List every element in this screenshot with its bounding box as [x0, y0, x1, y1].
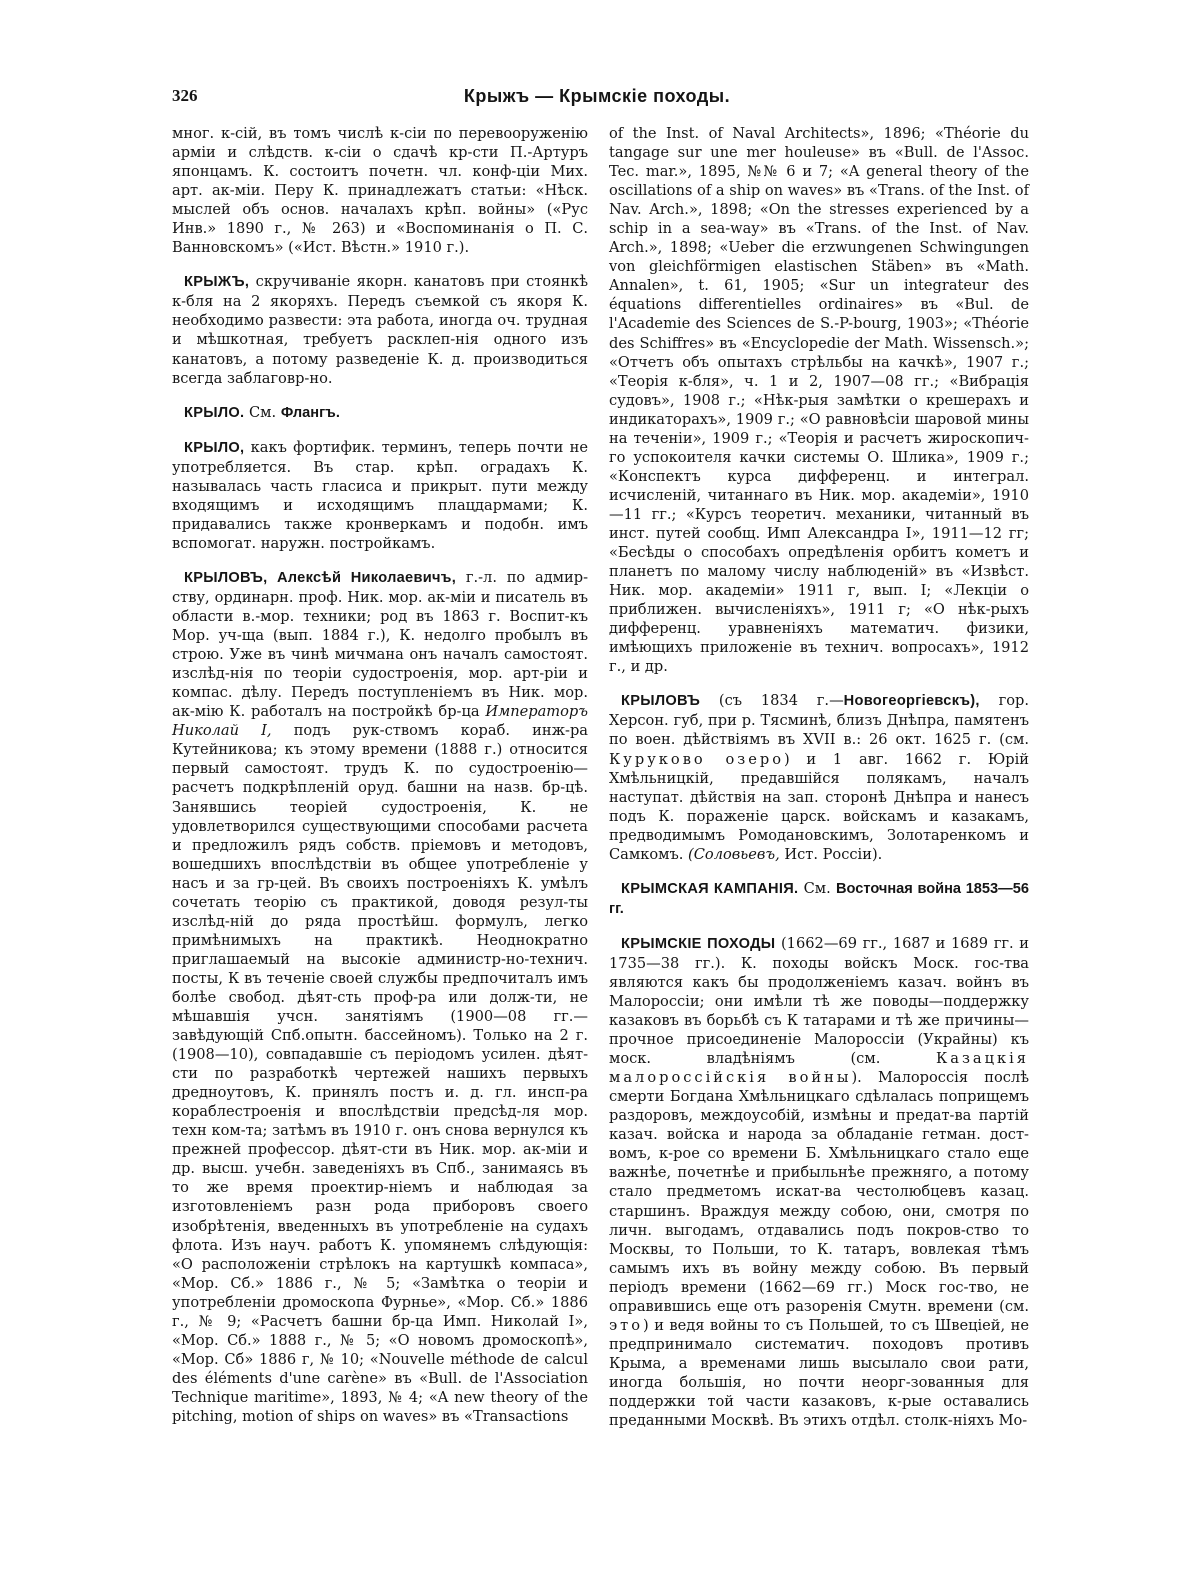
entry-krylo-see: [172, 403, 588, 423]
spaced-reference: Куруково озеро: [609, 750, 784, 768]
entry-text: (съ 1834 г.—: [700, 692, 844, 710]
continuation-paragraph: of the Inst. of Naval Architects», 1896; «Théorie du tangage sur une mer houleuse» въ «Bull. de l'Assoc. Tec. mar.», 1895, №№ 6 и 7; «A general theory of the oscillations of a ship on waves» въ «Trans. of the Inst. of Nav. Arch.», 1898; «On the stresses experienced by a schip in a sea-way» въ «Trans. of the Inst. of Nav. Arch.», 1898; «Ueber die erzwungenen Schwingungen von gleichförmigen elastischen Stäben» въ «Math. Annalen», t. 61, 1905; «Sur un integrateur des équations differentielles ordinaires» въ «Bul. de l'Academie des Sciences de S.-P-bourg, 1903»; «Théorie des Schiffres» въ «Encyclopedie der Math. Wissensch.»; «Отчетъ объ опытахъ стрѣльбы на качкѣ», 1907 г.; «Теорія к-бля», ч. 1 и 2, 1907—08 гг.; «Вибрація судовъ», 1908 г.; «Нѣк-рыя замѣтки о крешерахъ и индикаторахъ», 1909 г.; «О равновѣсіи шаровой мины на теченіи», 1909 г.; «Теорія и расчетъ жироскопич-го успокоителя качки системы О. Шлика», 1909 г.; «Конспектъ курса дифференц. и интеграл. исчисленій, читаннаго въ Ник. мор. академіи», 1910—11 гг.; «Курсъ теоретич. механики, читанный въ инст. путей сообщ. Имп Александра I», 1911—12 гг; «Бесѣды о способахъ опредѣленія орбитъ кометъ и планетъ по малому числу наблюденій» въ «Извѣст. Ник. мор. академіи» 1911 г, вып. I; «Лекціи о приближен. вычисленіяхъ», 1911 г; «О нѣк-рыхъ дифференц. уравненіяхъ математич. физики, имѣющихъ приложеніе въ технич. вопросахъ», 1912 г., и др.: [609, 125, 1029, 676]
entry-crimean-campaign: [609, 879, 1029, 919]
entry-text: ) и ведя войны то съ Польшей, то съ Швеціей, не предпринимало систематич. походовъ противъ Крыма, а временами лишь высылало свои рати, иногда большія, но почти неорг-зованныя для поддержки той части казаковъ, к-рые оставались преданными Москвѣ. Въ этихъ отдѣл. столк-ніяхъ Мо-: [609, 1316, 1029, 1430]
source-author: (Соловьевъ,: [688, 845, 780, 863]
cross-reference: Восточная война 1853—56 гг.: [609, 880, 1029, 917]
entry-headword: КРЫМСКІЕ ПОХОДЫ: [621, 935, 776, 952]
entry-krylo-fort: [172, 438, 588, 553]
page-number: 326: [172, 86, 198, 105]
page-header: [172, 86, 1022, 120]
entry-text: скручиваніе якорн. канатовъ при стоянкѣ к-бля на 2 якоряхъ. Передъ съемкой съ якоря К. необходимо развести: эта работа, иногда оч. трудная и мѣшкотная, требуетъ расклеп-нія одного изъ канатовъ, а потому разведеніе К. д. производиться всегда заблаговр-но.: [172, 273, 588, 387]
entry-crimean-marches: [609, 934, 1029, 1430]
right-column: [609, 124, 1029, 1430]
entry-text: ). Малороссія послѣ смерти Богдана Хмѣльницкаго сдѣлалась поприщемъ раздоровъ, междоусобій, измѣны и предат-ва партій казач. войска и народа за обладаніе гетман. дост-вомъ, к-рое со времени Б. Хмѣльницкаго стало еще важнѣе, почетнѣе и прибыльнѣе прежняго, а потому стало предметомъ искат-ва честолюбцевъ казац. старшинъ. Враждуя между собою, они, смотря по личн. выгодамъ, отдавались подъ покров-ство то Москвы, то Польши, то К. татаръ, вовлекая тѣмъ самымъ ихъ въ войну между собою. Въ первый періодъ времени (1662—69 гг.) Моск гос-тво, не оправившись еще отъ разоренія Смутн. времени (см.: [609, 1069, 1030, 1315]
entry-text: гор. Херсон. губ, при р. Тясминѣ, близъ Днѣпра, памятенъ по воен. дѣйствіямъ въ XVII в.: 26 окт. 1625 г. (см.: [609, 692, 1029, 749]
entry-headword: КРЫЛОВЪ, Алексѣй Николаевичъ,: [184, 569, 457, 586]
running-title: Крыжъ — Крымскіе походы.: [463, 86, 731, 106]
entry-text: Ист. Россіи).: [779, 845, 883, 863]
entry-headword-alt: Новогеоргіевскъ),: [843, 693, 980, 710]
entry-headword: КРЫМСКАЯ КАМПАНІЯ.: [621, 880, 799, 897]
entry-text: подъ рук-ствомъ кораб. инж-ра Кутейникова; къ этому времени (1888 г.) относится первый самостоят. трудъ К. по судостроенію—расчетъ подкрѣпленій оруд. башни на назв. бр-цѣ. Занявшись теоріей судостроенія, К. не удовлетворился существующими способами расчета и предложилъ рядъ собств. пріемовъ и методовъ, вошедшихъ впослѣдствіи въ общее употребленіе у насъ и за гр-цей. Въ своихъ построеніяхъ К. умѣлъ сочетать теорію съ практикой, доводя резул-ты изслѣд-ній до ряда простѣйш. формулъ, легко примѣнимыхъ на практикѣ. Неоднократно приглашаемый на высокіе администр-но-технич. посты, К въ теченіе своей службы предпочиталъ имъ болѣе свобод. дѣят-сть проф-ра или долж-ти, не мѣшавшія учсн. занятіямъ (1900—08 гг.—завѣдующій Спб.опытн. бассейномъ). Только на 2 г. (1908—10), совпадавшіе съ періодомъ усилен. дѣят-сти по разработкѣ чертежей нашихъ первыхъ дредноутовъ, К. принялъ постъ и. д. гл. инсп-ра кораблестроенія и впослѣдствіи предсѣд-ля мор. техн ком-та; затѣмъ въ 1910 г. онъ снова вернулся къ прежней профессор. дѣят-сти въ Ник. мор. ак-міи и др. высш. учебн. заведеніяхъ въ Спб., занимаясь въ то же время проектир-ніемъ и наблюдая за изготовленіемъ разн рода приборовъ своего изобрѣтенія, введенныхъ въ употребленіе на судахъ флота. Изъ науч. работъ К. упомянемъ слѣдующія: «О расположеніи стрѣлокъ на картушкѣ компаса», «Мор. Сб.» 1886 г., № 5; «Замѣтка о теоріи и употребленіи дромоскопа Фурнье», «Мор. Сб.» 1886 г., № 9; «Расчетъ башни бр-ца Имп. Николай I», «Мор. Сб.» 1888 г., № 5; «О новомъ дромоскопѣ», «Мор. Сб» 1886 г, № 10; «Nouvelle méthode de calcul des éléments d'une carène» въ «Bull. de l'Association Technique maritime», 1893, № 4; «A new theory of the pitching, motion of ships on waves» въ «Transactions: [172, 722, 588, 1425]
entry-headword: КРЫЛОВЪ: [621, 693, 701, 710]
spaced-reference: Казацкія малороссійскія войны: [609, 1050, 1029, 1087]
left-column: [172, 124, 588, 1426]
see-label: См.: [798, 879, 836, 897]
entry-headword: КРЫЛО.: [184, 404, 245, 421]
entry-headword: КРЫЖЪ,: [184, 274, 250, 291]
entry-krylov-person: [172, 568, 588, 1426]
spaced-reference: это: [609, 1316, 644, 1334]
entry-text: ) и 1 авг. 1662 г. Юрій Хмѣльницкій, предавшійся полякамъ, началъ наступат. дѣйствія на зап. сторонѣ Днѣпра и нанесъ подъ К. пораженіе царск. войскамъ и казакамъ, предводимымъ Ромодановскимъ, Золотаренкомъ и Самкомъ.: [609, 750, 1029, 863]
entry-text: какъ фортифик. терминъ, теперь почти не употребляется. Въ стар. крѣп. оградахъ К. называлась часть гласиса и прикрыт. пути между входящимъ и исходящимъ плацдармами; К. придавались также кронверкамъ и подобн. имъ вспомогат. наружн. постройкамъ.: [172, 438, 588, 552]
ship-name: Императоръ Николай I,: [172, 703, 588, 740]
entry-text: г.-л. по адмир-ству, ординарн. проф. Ник. мор. ак-міи и писатель въ области в.-мор. техники; род въ 1863 г. Воспит-къ Мор. уч-ща (вып. 1884 г.), К. недолго пробылъ въ строю. Уже въ чинѣ мичмана онъ началъ самостоят. изслѣд-нія по теоріи судостроенія, мор. арт-ріи и компас. дѣлу. Передъ поступленіемъ въ Ник. мор. ак-мію К. работалъ на постройкѣ бр-ца: [172, 568, 588, 721]
entry-text: (1662—69 гг., 1687 и 1689 гг. и 1735—38 гг.). К. походы войскъ Моск. гос-тва являются какъ бы продолженіемъ казач. войнъ въ Малороссіи; они имѣли тѣ же поводы—поддержку казаковъ въ борьбѣ съ К татарами и тѣ же причины—прочное присоединеніе Малороссіи (Украйны) къ моск. владѣніямъ (см.: [609, 934, 1029, 1068]
entry-kryzh: [172, 272, 588, 387]
entry-krylov-town: [609, 691, 1029, 863]
cross-reference: Флангъ.: [280, 404, 340, 421]
continuation-paragraph: мног. к-сій, въ томъ числѣ к-сіи по перевооруженію арміи и слѣдств. к-сіи о сдачѣ кр-сти П.-Артуръ японцамъ. К. состоитъ почетн. чл. конф-ціи Мих. арт. ак-міи. Перу К. принадлежатъ статьи: «Нѣск. мыслей объ основ. началахъ крѣп. войны» («Рус Инв.» 1890 г., № 263) и «Воспоминанія о П. С. Ванновскомъ» («Ист. Вѣстн.» 1910 г.).: [172, 125, 588, 257]
entry-headword: КРЫЛО,: [184, 439, 245, 456]
see-label: См.: [244, 403, 281, 421]
